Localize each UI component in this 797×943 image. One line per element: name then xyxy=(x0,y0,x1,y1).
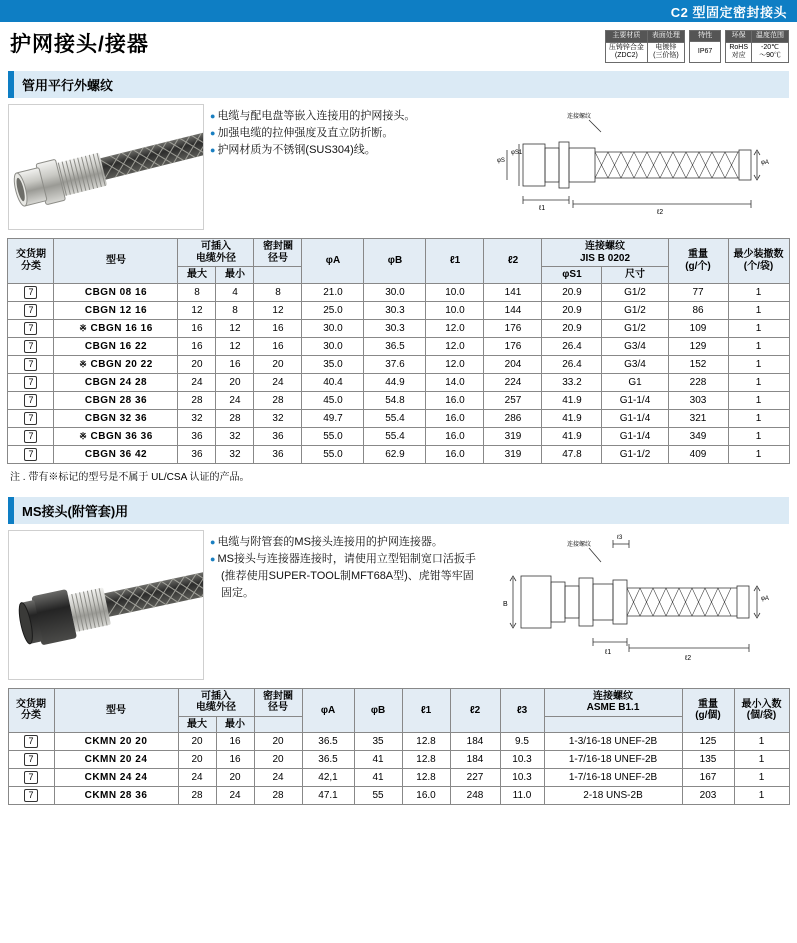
phib-cell: 30.3 xyxy=(364,319,426,337)
seal-cell: 28 xyxy=(254,787,302,805)
section-1-heading: 管用平行外螺纹 xyxy=(8,71,789,98)
svg-text:ℓ1: ℓ1 xyxy=(539,205,546,213)
bullet-3: ● 护网材质为不锈钢(SUS304)线。 xyxy=(210,142,483,159)
weight-cell: 167 xyxy=(682,769,734,787)
l1-cell: 16.0 xyxy=(402,787,450,805)
l2-cell: 204 xyxy=(484,355,542,373)
l1-cell: 12.8 xyxy=(402,733,450,751)
model-cell: CKMN 28 36 xyxy=(54,787,178,805)
cable-min-cell: 12 xyxy=(216,319,254,337)
svg-text:φA: φA xyxy=(761,160,769,167)
delivery-badge: 7 xyxy=(8,769,54,787)
cable-max-cell: 24 xyxy=(178,769,216,787)
cable-min-cell: 20 xyxy=(216,373,254,391)
th-cable-2: 可插入 电缆外径 xyxy=(178,688,254,716)
l1-cell: 16.0 xyxy=(426,391,484,409)
pack-cell: 1 xyxy=(728,409,789,427)
delivery-badge: 7 xyxy=(8,283,54,301)
seal-cell: 20 xyxy=(254,751,302,769)
spec-finish-value: 电镀锌 (三价铬) xyxy=(647,42,684,62)
svg-text:φS1: φS1 xyxy=(511,150,523,157)
pack-cell: 1 xyxy=(728,445,789,463)
thread-size-cell: G1/2 xyxy=(602,283,668,301)
l3-cell: 11.0 xyxy=(500,787,544,805)
phia-cell: 45.0 xyxy=(302,391,364,409)
l2-cell: 257 xyxy=(484,391,542,409)
pack-cell: 1 xyxy=(728,391,789,409)
phia-cell: 40.4 xyxy=(302,373,364,391)
phia-cell: 36.5 xyxy=(302,751,354,769)
l2-cell: 224 xyxy=(484,373,542,391)
delivery-badge: 7 xyxy=(8,301,54,319)
svg-text:ℓ1: ℓ1 xyxy=(605,648,612,656)
cable-min-cell: 16 xyxy=(216,355,254,373)
th-l1-2: ℓ1 xyxy=(402,688,450,733)
cable-max-cell: 36 xyxy=(178,427,216,445)
thread-s1-cell: 41.9 xyxy=(542,427,602,445)
seal-cell: 32 xyxy=(254,409,302,427)
phia-cell: 49.7 xyxy=(302,409,364,427)
table-2-body xyxy=(8,733,789,805)
thread-s1-cell: 20.9 xyxy=(542,301,602,319)
l2-cell: 227 xyxy=(450,769,500,787)
table-row[interactable] xyxy=(8,355,789,373)
model-cell: CBGN 08 16 xyxy=(54,283,178,301)
table-row[interactable] xyxy=(8,445,789,463)
weight-cell: 86 xyxy=(668,301,728,319)
spec-env-value: RoHS 对应 xyxy=(726,42,752,62)
table-row[interactable] xyxy=(8,373,789,391)
th-size-1: 尺寸 xyxy=(602,267,668,284)
phib-cell: 55.4 xyxy=(364,409,426,427)
page-title: 护网接头/接器 xyxy=(10,33,149,56)
th-cable-max-2: 最大 xyxy=(178,716,216,733)
spec-ip-table xyxy=(689,30,721,63)
model-cell: CBGN 28 36 xyxy=(54,391,178,409)
l1-cell: 16.0 xyxy=(426,445,484,463)
pack-cell: 1 xyxy=(728,337,789,355)
bullet-2: ● 加强电缆的拉伸强度及直立防折断。 xyxy=(210,125,483,142)
spec-finish-header: 表面处理 xyxy=(647,31,684,43)
cable-max-cell: 16 xyxy=(178,337,216,355)
l1-cell: 12.0 xyxy=(426,319,484,337)
thread-s1-cell: 47.8 xyxy=(542,445,602,463)
bullet-2-1: ● 电缆与附管套的MS接头连接用的护网连接器。 xyxy=(210,534,483,551)
phib-cell: 35 xyxy=(354,733,402,751)
spec-env-header: 环保 xyxy=(726,31,752,43)
phia-cell: 36.5 xyxy=(302,733,354,751)
delivery-badge: 7 xyxy=(8,373,54,391)
pack-cell: 1 xyxy=(728,373,789,391)
weight-cell: 129 xyxy=(668,337,728,355)
phia-cell: 55.0 xyxy=(302,427,364,445)
th-model-2: 型号 xyxy=(54,688,178,733)
cable-max-cell: 28 xyxy=(178,787,216,805)
data-table-1 xyxy=(7,238,789,464)
spec-material-table xyxy=(605,30,685,63)
th-delivery-2: 交货期 分类 xyxy=(8,688,54,733)
weight-cell: 135 xyxy=(682,751,734,769)
seal-cell: 24 xyxy=(254,769,302,787)
table-row[interactable] xyxy=(8,769,789,787)
model-cell: CBGN 36 42 xyxy=(54,445,178,463)
spec-env-table xyxy=(725,30,789,63)
table-row[interactable] xyxy=(8,733,789,751)
section-1-figures xyxy=(8,104,789,230)
weight-cell: 203 xyxy=(682,787,734,805)
table-row[interactable] xyxy=(8,409,789,427)
seal-cell: 28 xyxy=(254,391,302,409)
seal-cell: 36 xyxy=(254,445,302,463)
phib-cell: 62.9 xyxy=(364,445,426,463)
cable-max-cell: 12 xyxy=(178,301,216,319)
seal-cell: 8 xyxy=(254,283,302,301)
weight-cell: 409 xyxy=(668,445,728,463)
th-phia-2: φA xyxy=(302,688,354,733)
th-phib-2: φB xyxy=(354,688,402,733)
svg-text:ℓ2: ℓ2 xyxy=(685,654,692,662)
l3-cell: 10.3 xyxy=(500,769,544,787)
table-1-note: 注 . 带有※标记的型号是不属于 UL/CSA 认证的产品。 xyxy=(10,471,250,483)
thread-s1-cell: 26.4 xyxy=(542,337,602,355)
svg-text:φS: φS xyxy=(497,158,505,165)
l1-cell: 16.0 xyxy=(426,427,484,445)
th-pack-1: 最少装撤数 (个/袋) xyxy=(728,239,789,284)
l1-cell: 12.8 xyxy=(402,751,450,769)
cable-min-cell: 32 xyxy=(216,445,254,463)
l2-cell: 176 xyxy=(484,337,542,355)
th-cable-min-2: 最小 xyxy=(216,716,254,733)
phia-cell: 55.0 xyxy=(302,445,364,463)
thread-size-cell: G1-1/4 xyxy=(602,391,668,409)
thread-size-cell: G3/4 xyxy=(602,337,668,355)
model-cell: CBGN 16 22 xyxy=(54,337,178,355)
l2-cell: 319 xyxy=(484,427,542,445)
weight-cell: 321 xyxy=(668,409,728,427)
th-phia-1: φA xyxy=(302,239,364,284)
cable-min-cell: 12 xyxy=(216,337,254,355)
model-cell: ※ CBGN 36 36 xyxy=(54,427,178,445)
seal-cell: 20 xyxy=(254,733,302,751)
th-seal-2: 密封圈 径号 xyxy=(254,688,302,716)
seal-cell: 12 xyxy=(254,301,302,319)
svg-text:ℓ2: ℓ2 xyxy=(657,209,664,217)
delivery-badge: 7 xyxy=(8,319,54,337)
model-cell: CKMN 20 24 xyxy=(54,751,178,769)
table-row[interactable] xyxy=(8,787,789,805)
thread-s1-cell: 41.9 xyxy=(542,391,602,409)
th-thread-2: 连接螺纹 ASME B1.1 xyxy=(544,688,682,716)
product-photo-1 xyxy=(8,104,204,230)
weight-cell: 77 xyxy=(668,283,728,301)
th-l1-1: ℓ1 xyxy=(426,239,484,284)
spec-summary xyxy=(605,28,789,63)
cable-min-cell: 16 xyxy=(216,733,254,751)
l1-cell: 16.0 xyxy=(426,409,484,427)
delivery-badge: 7 xyxy=(8,787,54,805)
svg-text:B: B xyxy=(503,600,508,608)
cable-min-cell: 16 xyxy=(216,751,254,769)
thread-s1-cell: 33.2 xyxy=(542,373,602,391)
table-row[interactable] xyxy=(8,337,789,355)
seal-cell: 24 xyxy=(254,373,302,391)
thread-s1-cell: 26.4 xyxy=(542,355,602,373)
spec-feature-value: IP67 xyxy=(689,42,720,63)
weight-cell: 228 xyxy=(668,373,728,391)
delivery-badge: 7 xyxy=(8,733,54,751)
top-banner xyxy=(0,0,797,22)
th-seal-sub-1 xyxy=(254,267,302,284)
th-cable-min-1: 最小 xyxy=(216,267,254,284)
cable-max-cell: 20 xyxy=(178,355,216,373)
cable-min-cell: 32 xyxy=(216,427,254,445)
th-seal-sub-2 xyxy=(254,716,302,733)
spec-temp-value: -20℃ ～90℃ xyxy=(752,42,789,62)
l3-cell: 10.3 xyxy=(500,751,544,769)
thread-size-cell: G1-1/2 xyxy=(602,445,668,463)
weight-cell: 109 xyxy=(668,319,728,337)
pack-cell: 1 xyxy=(734,751,789,769)
label-thread-1: 连接螺纹 xyxy=(567,114,592,121)
technical-drawing-1 xyxy=(489,104,789,230)
cable-max-cell: 24 xyxy=(178,373,216,391)
cable-min-cell: 28 xyxy=(216,409,254,427)
spec-feature-header: 特性 xyxy=(689,31,720,42)
delivery-badge: 7 xyxy=(8,751,54,769)
label-thread-2: 连接螺纹 xyxy=(567,541,592,548)
l1-cell: 12.0 xyxy=(426,337,484,355)
cable-min-cell: 24 xyxy=(216,787,254,805)
weight-cell: 303 xyxy=(668,391,728,409)
seal-cell: 16 xyxy=(254,337,302,355)
model-cell: ※ CBGN 16 16 xyxy=(54,319,178,337)
phib-cell: 55.4 xyxy=(364,427,426,445)
cable-max-cell: 20 xyxy=(178,733,216,751)
table-row[interactable] xyxy=(8,301,789,319)
cable-max-cell: 20 xyxy=(178,751,216,769)
phia-cell: 47.1 xyxy=(302,787,354,805)
thread-s1-cell: 20.9 xyxy=(542,283,602,301)
th-thread-1: 连接螺纹 JIS B 0202 xyxy=(542,239,668,267)
phib-cell: 37.6 xyxy=(364,355,426,373)
phia-cell: 25.0 xyxy=(302,301,364,319)
section-2-heading: MS接头(附管套)用 xyxy=(8,497,789,524)
spec-material-value: 压铸锌合金 (ZDC2) xyxy=(605,42,647,62)
cable-max-cell: 16 xyxy=(178,319,216,337)
thread-size-cell: G1-1/4 xyxy=(602,409,668,427)
bullet-2-2: ● MS接头与连接器连接时，请使用立型铝制宽口活扳手(推荐使用SUPER-TOOL制MFT68A型)、虎钳等牢固固定。 xyxy=(210,551,483,602)
technical-drawing-2 xyxy=(489,530,789,680)
delivery-badge: 7 xyxy=(8,337,54,355)
cable-max-cell: 32 xyxy=(178,409,216,427)
model-cell: CBGN 32 36 xyxy=(54,409,178,427)
bullet-1: ● 电缆与配电盘等嵌入连接用的护网接头。 xyxy=(210,108,483,125)
l2-cell: 319 xyxy=(484,445,542,463)
data-table-2 xyxy=(8,688,790,806)
phib-cell: 36.5 xyxy=(364,337,426,355)
spec-temp-header: 温度范围 xyxy=(752,31,789,43)
th-l2-2: ℓ2 xyxy=(450,688,500,733)
cable-max-cell: 28 xyxy=(178,391,216,409)
delivery-badge: 7 xyxy=(8,427,54,445)
svg-text:ℓ3: ℓ3 xyxy=(617,534,623,541)
model-cell: ※ CBGN 20 22 xyxy=(54,355,178,373)
th-weight-2: 重量 (g/個) xyxy=(682,688,734,733)
th-model-1: 型号 xyxy=(54,239,178,284)
spec-material-header: 主要材质 xyxy=(605,31,647,43)
page-header xyxy=(0,22,797,63)
thread-size-cell: G1-1/4 xyxy=(602,427,668,445)
l2-cell: 286 xyxy=(484,409,542,427)
svg-text:φA: φA xyxy=(761,595,769,602)
th-s1-1: φS1 xyxy=(542,267,602,284)
section-1-bullets xyxy=(210,104,483,230)
section-2-figures xyxy=(8,530,789,680)
l2-cell: 141 xyxy=(484,283,542,301)
product-photo-2 xyxy=(8,530,204,680)
model-cell: CKMN 20 20 xyxy=(54,733,178,751)
th-seal-1: 密封圈 径号 xyxy=(254,239,302,267)
thread-s1-cell: 41.9 xyxy=(542,409,602,427)
th-l2-1: ℓ2 xyxy=(484,239,542,284)
delivery-badge: 7 xyxy=(8,445,54,463)
th-cable-max-1: 最大 xyxy=(178,267,216,284)
pack-cell: 1 xyxy=(734,787,789,805)
thread-size-cell: G1/2 xyxy=(602,319,668,337)
model-cell: CKMN 24 24 xyxy=(54,769,178,787)
pack-cell: 1 xyxy=(728,283,789,301)
th-phib-1: φB xyxy=(364,239,426,284)
phia-cell: 35.0 xyxy=(302,355,364,373)
l2-cell: 248 xyxy=(450,787,500,805)
cable-min-cell: 4 xyxy=(216,283,254,301)
l3-cell: 9.5 xyxy=(500,733,544,751)
th-l3-2: ℓ3 xyxy=(500,688,544,733)
l1-cell: 10.0 xyxy=(426,283,484,301)
table-row[interactable] xyxy=(8,319,789,337)
thread-cell: 2-18 UNS-2B xyxy=(544,787,682,805)
weight-cell: 349 xyxy=(668,427,728,445)
table-row[interactable] xyxy=(8,751,789,769)
weight-cell: 125 xyxy=(682,733,734,751)
seal-cell: 36 xyxy=(254,427,302,445)
weight-cell: 152 xyxy=(668,355,728,373)
table-row[interactable] xyxy=(8,427,789,445)
section-2-bullets xyxy=(210,530,483,680)
l1-cell: 14.0 xyxy=(426,373,484,391)
phia-cell: 30.0 xyxy=(302,319,364,337)
phia-cell: 30.0 xyxy=(302,337,364,355)
l2-cell: 184 xyxy=(450,751,500,769)
seal-cell: 16 xyxy=(254,319,302,337)
th-delivery-1: 交货期 分类 xyxy=(8,239,54,284)
table-1-body xyxy=(8,283,789,463)
banner-title: C2 型固定密封接头 xyxy=(670,4,787,20)
thread-size-cell: G1/2 xyxy=(602,301,668,319)
cable-min-cell: 24 xyxy=(216,391,254,409)
phib-cell: 54.8 xyxy=(364,391,426,409)
th-weight-1: 重量 (g/个) xyxy=(668,239,728,284)
model-cell: CBGN 12 16 xyxy=(54,301,178,319)
l1-cell: 12.8 xyxy=(402,769,450,787)
delivery-badge: 7 xyxy=(8,355,54,373)
thread-size-cell: G3/4 xyxy=(602,355,668,373)
l2-cell: 184 xyxy=(450,733,500,751)
delivery-badge: 7 xyxy=(8,409,54,427)
table-row[interactable] xyxy=(8,391,789,409)
thread-s1-cell: 20.9 xyxy=(542,319,602,337)
pack-cell: 1 xyxy=(728,355,789,373)
thread-cell: 1-7/16-18 UNEF-2B xyxy=(544,751,682,769)
phib-cell: 41 xyxy=(354,751,402,769)
l1-cell: 10.0 xyxy=(426,301,484,319)
phia-cell: 42,1 xyxy=(302,769,354,787)
th-thread-sub-2 xyxy=(544,716,682,733)
thread-size-cell: G1 xyxy=(602,373,668,391)
pack-cell: 1 xyxy=(728,319,789,337)
l2-cell: 176 xyxy=(484,319,542,337)
pack-cell: 1 xyxy=(734,733,789,751)
phib-cell: 41 xyxy=(354,769,402,787)
model-cell: CBGN 24 28 xyxy=(54,373,178,391)
table-row[interactable] xyxy=(8,283,789,301)
cable-min-cell: 8 xyxy=(216,301,254,319)
cable-max-cell: 8 xyxy=(178,283,216,301)
pack-cell: 1 xyxy=(734,769,789,787)
th-cable-1: 可插入 电缆外径 xyxy=(178,239,254,267)
l2-cell: 144 xyxy=(484,301,542,319)
l1-cell: 12.0 xyxy=(426,355,484,373)
phib-cell: 30.0 xyxy=(364,283,426,301)
phib-cell: 55 xyxy=(354,787,402,805)
thread-cell: 1-3/16-18 UNEF-2B xyxy=(544,733,682,751)
pack-cell: 1 xyxy=(728,427,789,445)
thread-cell: 1-7/16-18 UNEF-2B xyxy=(544,769,682,787)
pack-cell: 1 xyxy=(728,301,789,319)
delivery-badge: 7 xyxy=(8,391,54,409)
th-pack-2: 最小入数 (個/袋) xyxy=(734,688,789,733)
phib-cell: 44.9 xyxy=(364,373,426,391)
phib-cell: 30.3 xyxy=(364,301,426,319)
cable-min-cell: 20 xyxy=(216,769,254,787)
phia-cell: 21.0 xyxy=(302,283,364,301)
cable-max-cell: 36 xyxy=(178,445,216,463)
seal-cell: 20 xyxy=(254,355,302,373)
